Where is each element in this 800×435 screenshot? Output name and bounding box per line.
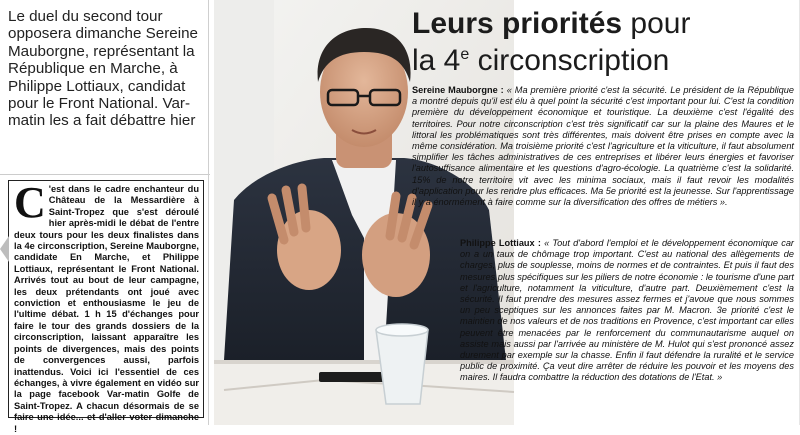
headline-strong: Leurs priorités [412,7,623,40]
mauborgne-paragraph [412,85,794,208]
intro-body: 'est dans le cadre enchanteur du Château de la Messardière à Saint-Tropez que s'est déroulé hier après-midi le débat de l'entre deux tours pour les deux finalistes dans la 4e circonscription, Sereine Mauborgne, candidate En Marche, et Philippe Lottiaux, représentant le Front National. Arrivés tout au bout de leur campagne, les deux prétendants ont joué avec conviction et enthousiasme le jeu de l'ultime débat. 1 h 15 d'échanges pour faire le tour des grands dossiers de la circonscription, laissant apparaître les points de divergences, mais des points de convergences aussi, parfois inattendus. Voici ici l'essentiel de ces échanges, à vivre également en vidéo sur la page facebook Var-matin Golfe de Saint-Tropez. A chacun désormais de se faire une idée... et d'aller voter dimanche ! [14,184,199,434]
intro-box [8,178,204,434]
headline [412,8,792,76]
headline-line2-a: la 4 [412,44,461,77]
mauborgne-quote: « Ma première priorité c'est la sécurité. Le président de la République a montré depuis qu'il est élu à quel point la sécurité c'est important pour lui. C'est la condition première du développement économique et touristique. La deuxième c'est l'égalité des territoires. Pour notre circonscription c'est très significatif car sur la plaine des Maures et le littoral les problématiques sont très différentes, mais doivent être prises en compte avec la même considération. Ma troisième priorité c'est l'agriculture et la viticulture, il faut absolument simplifier les tâches administratives de ces entreprises et libérer leurs énergies et favoriser l'autosuffisance alimentaire et les questions d'agro-écologie. La quatrième c'est la solidarité. 15% de notre territoire vit avec les minima sociaux, mais il faut revoir les modalités d'application pour les rendre plus efficaces. Ma 5e priorité est la jeunesse. Sur l'apprentissage il y a énormément à faire comme sur la diversification des offres de métiers ». [412,85,794,208]
headline-superscript: e [460,46,470,63]
headline-line2-b: circonscription [477,44,670,77]
lottiaux-quote: « Tout d'abord l'emploi et le développement économique car on a un taux de chômage trop important. C'est au national des allègements de charges, plus de souplesse, moins de normes et de contraintes. Et puis il faut des mesures plus spécifiques sur les piliers de notre économie : le tourisme d'une part et l'agriculture, notamment la viticulture, d'autre part. Deuxièmement c'est la sécurité. Il faut prendre des mesures assez fermes et j'avoue que nous sommes un peu sceptiques sur les annonces faites par M. Macron. 3e priorité c'est le maintien de nos valeurs et de nos traditions en Provence, c'est important car elles peuvent être menacées par le renforcement du communautarisme auquel on assiste mais aussi par l'arrivée au ministère de M. Hulot qui s'est prononcé assez durement par exemple sur la chasse. Enfin il faut défendre la ruralité et le service public de proximité. Ça veut dire arrêter de réduire les pouvoir et les moyens des maires. Il faudra combattre la réduction des dotations de l'Etat. » [460,238,794,383]
headline-rest: pour [630,7,691,40]
intro-text [14,178,199,435]
speaker-mauborgne: Sereine Mauborgne : [412,85,504,95]
lottiaux-paragraph [460,238,794,384]
left-column-divider [0,174,210,175]
column-rule [208,0,209,425]
speaker-lottiaux: Philippe Lottiaux : [460,238,541,248]
lead-paragraph: Le duel du second tour opposera dimanche Sereine Mauborgne, représentant la République en Marche, à Philippe Lottiaux, candidat pour le Front National. Var-matin les a fait débattre hier [8,8,198,130]
previous-page-arrow-icon[interactable] [0,236,9,262]
drop-cap: C [14,178,46,227]
